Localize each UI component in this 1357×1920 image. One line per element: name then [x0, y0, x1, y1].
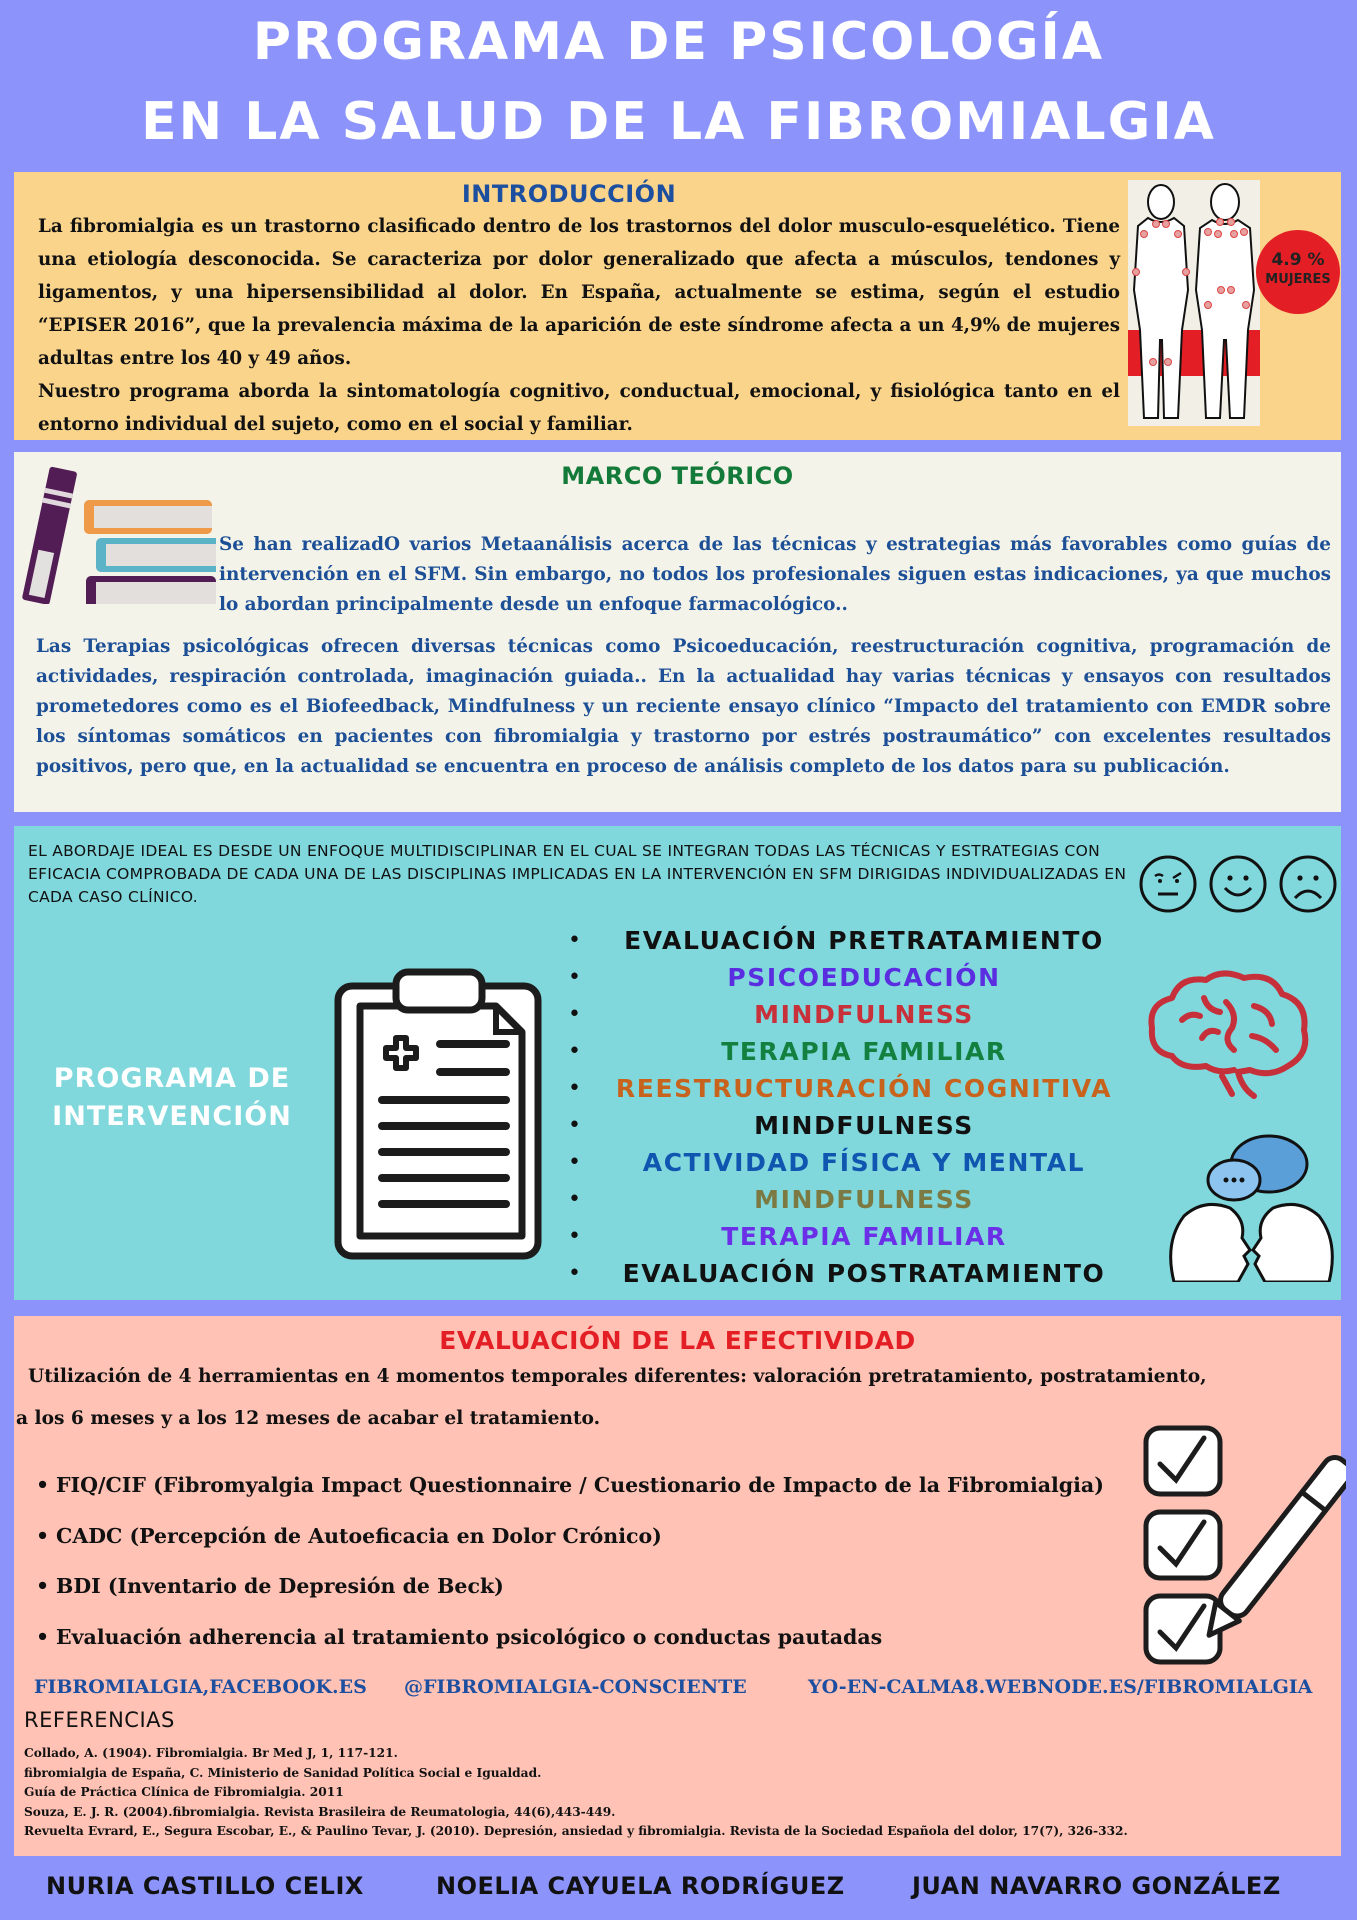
intervention-step-label: TERAPIA FAMILIAR — [721, 1222, 1007, 1251]
marco-teorico-paragraph-1: Se han realizadO varios Metaanálisis acerca de las técnicas y estrategias más favorables como guías de intervención en el SFM. Sin embargo, no todos los profesionales siguen estas indicaciones, ya que muchos lo abordan principalmente desde un enfoque farmacológico.. — [219, 534, 1331, 616]
tool-item: • CADC (Percepción de Autoeficacia en Dolor Crónico) — [34, 1511, 1134, 1562]
prevalence-badge-value: 4.9 % — [1271, 250, 1325, 270]
introduccion-title: INTRODUCCIÓN — [461, 180, 677, 208]
bullet-icon: • — [568, 928, 581, 953]
reference-item: Revuelta Evrard, E., Segura Escobar, E., & Paulino Tevar, J. (2010). Depresión, ansiedad y fibromialgia. Revista de la Sociedad Española del dolor, 17(7), 326-332. — [24, 1824, 1128, 1838]
intervention-step-label: EVALUACIÓN PRETRATAMIENTO — [624, 926, 1104, 955]
marco-teorico-section — [14, 452, 1341, 812]
smile-face-icon — [1208, 854, 1268, 914]
intervention-step-label: MINDFULNESS — [754, 1000, 974, 1029]
poster-header — [0, 0, 1357, 168]
intervention-step — [554, 1181, 1134, 1218]
checklist-pen-icon — [1126, 1418, 1346, 1678]
clipboard-icon — [316, 966, 546, 1266]
intervention-step-label: PSICOEDUCACIÓN — [727, 963, 1001, 992]
marco-teorico-title: MARCO TEÓRICO — [561, 462, 794, 490]
tool-item: • FIQ/CIF (Fibromyalgia Impact Questionnaire / Cuestionario de Impacto de la Fibromialgia) — [34, 1460, 1134, 1511]
tool-item: • Evaluación adherencia al tratamiento psicológico o conductas pautadas — [34, 1612, 1134, 1663]
bullet-icon: • — [568, 1150, 581, 1175]
programa-label — [22, 1060, 322, 1136]
brain-icon — [1142, 966, 1317, 1106]
introduccion-section — [14, 172, 1341, 440]
intervention-step — [554, 1033, 1134, 1070]
references-list — [24, 1744, 1324, 1842]
reference-item: Collado, A. (1904). Fibromialgia. Br Med J, 1, 117-121. — [24, 1746, 398, 1760]
evaluation-tools-list — [34, 1460, 1134, 1662]
programa-intervencion-section — [14, 826, 1341, 1300]
introduccion-paragraph-1: La fibromialgia es un trastorno clasificado dentro de los trastornos del dolor musculo-esquelético. Tiene una etiología desconocida. Se caracteriza por dolor generalizado que afecta a músculos, tendones y ligamentos, y una hipersensibilidad al dolor. En España, actualmente se estima, según el estudio “EPISER 2016”, que la prevalencia máxima de la aparición de este síndrome afecta a un 4,9% de mujeres adultas entre los 40 y 49 años. — [38, 216, 1120, 369]
intervention-step — [554, 1218, 1134, 1255]
evaluacion-intro-line2: a los 6 meses y a los 12 meses de acabar el tratamiento. — [16, 1408, 601, 1429]
programa-label-line2: INTERVENCIÓN — [52, 1101, 292, 1132]
reference-item: Souza, E. J. R. (2004).fibromialgia. Revista Brasileira de Reumatologia, 44(6),443-449. — [24, 1804, 616, 1819]
author-name: NOELIA CAYUELA RODRÍGUEZ — [436, 1872, 845, 1900]
poster-title-line2: EN LA SALUD DE LA FIBROMIALGIA — [141, 92, 1216, 152]
reference-item: fibromialgia de España, C. Ministerio de Sanidad Política Social e Igualdad. — [24, 1765, 542, 1780]
introduccion-paragraph-2: Nuestro programa aborda la sintomatología cognitivo, conductual, emocional, y fisiológica tanto en el entorno individual del sujeto, como en el social y familiar. — [38, 381, 1120, 435]
bullet-icon: • — [568, 1039, 581, 1064]
intervention-step — [554, 1255, 1134, 1292]
evaluacion-title: EVALUACIÓN DE LA EFECTIVIDAD — [439, 1326, 916, 1355]
tender-points-body-illustration — [1128, 180, 1260, 426]
intervention-step — [554, 996, 1134, 1033]
bullet-icon: • — [568, 1002, 581, 1027]
intervention-step-label: MINDFULNESS — [754, 1185, 974, 1214]
sad-face-icon — [1278, 854, 1338, 914]
annoyed-face-icon — [1138, 854, 1198, 914]
marco-teorico-paragraph-2: Las Terapias psicológicas ofrecen diversas técnicas como Psicoeducación, reestructuración cognitiva, programación de actividades, respiración controlada, imaginación guiada.. En la actualidad hay varias técnicas y ensayos con resultados prometedores como es el Biofeedback, Mindfulness y un reciente ensayo clínico “Impacto del tratamiento con EMDR sobre los síntomas somáticos en pacientes con fibromialgia y trastorno por estrés postraumático” con excelentes resultados positivos, pero que, en la actualidad se encuentra en proceso de análisis completo de los datos para su publicación. — [36, 636, 1331, 778]
instagram-handle-link[interactable]: @FIBROMIALGIA-CONSCIENTE — [404, 1676, 747, 1698]
intervention-step — [554, 922, 1134, 959]
social-links — [14, 1670, 1341, 1706]
intervention-step-label: ACTIVIDAD FÍSICA Y MENTAL — [642, 1148, 1086, 1177]
evaluacion-intro-line1: Utilización de 4 herramientas en 4 momentos temporales diferentes: valoración pretratamiento, postratamiento, — [28, 1366, 1207, 1387]
bullet-icon: • — [568, 965, 581, 990]
reference-item: Guía de Práctica Clínica de Fibromialgia. 2011 — [24, 1785, 344, 1799]
tool-item: • BDI (Inventario de Depresión de Beck) — [34, 1561, 1134, 1612]
bullet-icon: • — [568, 1187, 581, 1212]
intervention-step — [554, 1107, 1134, 1144]
intervention-step — [554, 1070, 1134, 1107]
authors-footer — [0, 1864, 1357, 1914]
intervention-step-label: EVALUACIÓN POSTRATAMIENTO — [622, 1259, 1106, 1288]
intervention-step-label: TERAPIA FAMILIAR — [721, 1037, 1007, 1066]
webnode-link[interactable]: YO-EN-CALMA8.WEBNODE.ES/FIBROMIALGIA — [808, 1676, 1313, 1698]
poster-title-line1: PROGRAMA DE PSICOLOGÍA — [252, 12, 1105, 72]
faces-group — [1124, 854, 1334, 914]
conversation-heads-icon — [1164, 1132, 1339, 1282]
intervention-step — [554, 1144, 1134, 1181]
bullet-icon: • — [568, 1224, 581, 1249]
intervention-step — [554, 959, 1134, 996]
author-name: JUAN NAVARRO GONZÁLEZ — [912, 1872, 1281, 1900]
facebook-link[interactable]: FIBROMIALGIA,FACEBOOK.ES — [34, 1676, 367, 1698]
intervention-steps-list — [554, 922, 1134, 1292]
intervention-step-label: REESTRUCTURACIÓN COGNITIVA — [615, 1074, 1113, 1103]
programa-label-line1: PROGRAMA DE — [53, 1063, 291, 1094]
bullet-icon: • — [568, 1113, 581, 1138]
bullet-icon: • — [568, 1076, 581, 1101]
prevalence-badge — [1256, 230, 1340, 314]
introduccion-body — [38, 210, 1120, 441]
prevalence-badge-label: MUJERES — [1265, 272, 1331, 287]
programa-lead-text: EL ABORDAJE IDEAL ES DESDE UN ENFOQUE MULTIDISCIPLINAR EN EL CUAL SE INTEGRAN TODAS LAS TÉCNICAS Y ESTRATEGIAS CON EFICACIA COMPROBADA DE CADA UNA DE LAS DISCIPLINAS IMPLICADAS EN LA INTERVENCIÓN EN SFM DIRIGIDAS INDIVIDUALIZADAS EN CADA CASO CLÍNICO. — [28, 842, 1127, 906]
references-title: REFERENCIAS — [24, 1708, 175, 1732]
evaluacion-section — [14, 1316, 1341, 1856]
author-name: NURIA CASTILLO CELIX — [46, 1872, 364, 1900]
intervention-step-label: MINDFULNESS — [754, 1111, 974, 1140]
bullet-icon: • — [568, 1261, 581, 1286]
